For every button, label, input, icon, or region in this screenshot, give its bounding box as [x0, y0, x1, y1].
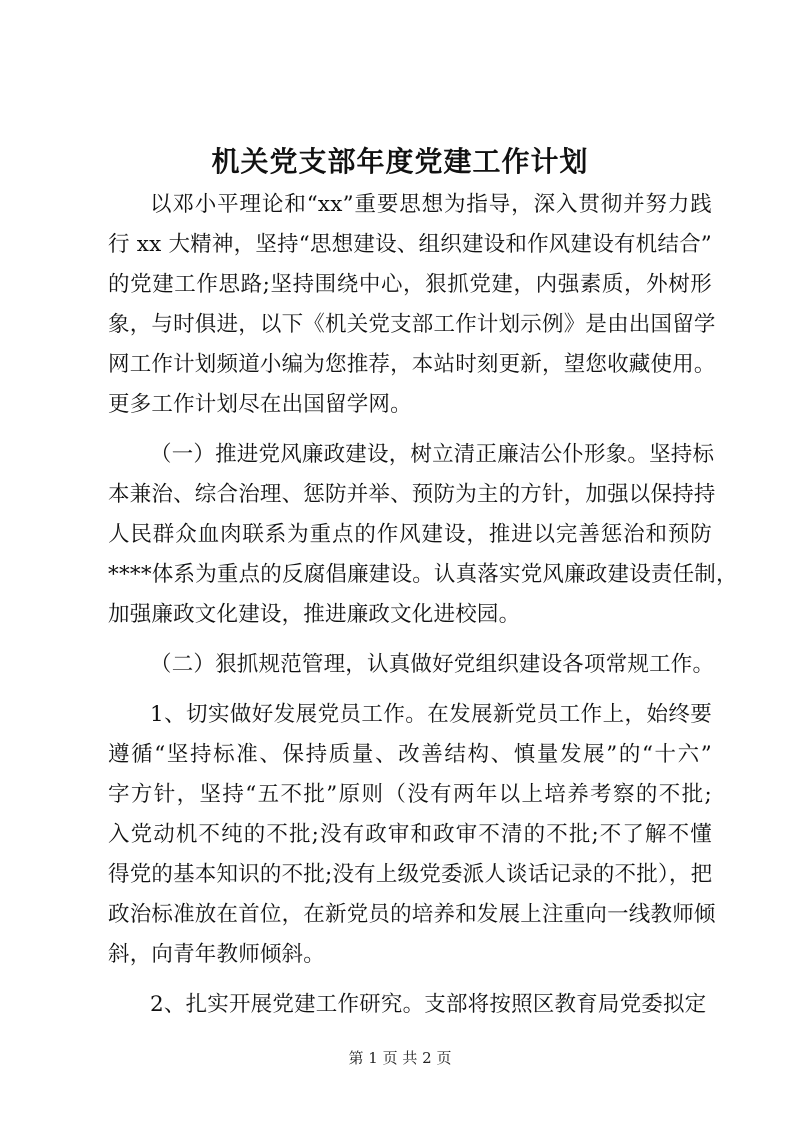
text-line: 加强廉政文化建设，推进廉政文化进校园。: [108, 602, 521, 627]
text-line: 入党动机不纯的不批;没有政审和政审不清的不批;不了解不懂: [108, 822, 712, 847]
text-line: 得党的基本知识的不批;没有上级党委派人谈话记录的不批），把: [108, 862, 713, 887]
text-line: 的党建工作思路;坚持围绕中心，狠抓党建，内强素质，外树形: [108, 272, 712, 297]
text-line: 字方针，坚持“五不批”原则（没有两年以上培养考察的不批;: [108, 782, 712, 807]
text-line: 以邓小平理论和“xx”重要思想为指导，深入贯彻并努力践: [150, 192, 712, 217]
text-line: 本兼治、综合治理、惩防并举、预防为主的方针，加强以保持持: [108, 482, 716, 507]
text-line: 斜，向青年教师倾斜。: [108, 942, 326, 967]
text-line: ****体系为重点的反腐倡廉建设。认真落实党风廉政建设责任制，: [108, 562, 738, 587]
paragraph-gap: [108, 685, 712, 695]
text-line: 网工作计划频道小编为您推荐，本站时刻更新，望您收藏使用。: [108, 352, 716, 377]
text-line: 行 xx 大精神，坚持“思想建设、组织建设和作风建设有机结合”: [108, 232, 712, 257]
text-line: 1、切实做好发展党员工作。在发展新党员工作上，始终要: [150, 702, 712, 727]
text-line: （二）狠抓规范管理，认真做好党组织建设各项常规工作。: [150, 652, 715, 677]
page-title: 机关党支部年度党建工作计划: [211, 145, 589, 178]
text-line: 人民群众血肉联系为重点的作风建设，推进以完善惩治和预防: [108, 522, 712, 547]
text-line: （一）推进党风廉政建设，树立清正廉洁公仆形象。坚持标: [150, 442, 715, 467]
paragraph-gap: [108, 425, 712, 435]
page-footer: 第 1 页 共 2 页: [348, 1049, 452, 1067]
paragraph-gap: [108, 635, 712, 645]
document-body: [108, 185, 738, 1025]
text-line: 象，与时俱进，以下《机关党支部工作计划示例》是由出国留学: [108, 312, 716, 337]
paragraph-gap: [108, 975, 712, 985]
text-line: 2、扎实开展党建工作研究。支部将按照区教育局党委拟定: [150, 992, 707, 1017]
text-line: 遵循“坚持标准、保持质量、改善结构、慎量发展”的“十六”: [108, 742, 712, 767]
text-line: 更多工作计划尽在出国留学网。: [108, 392, 412, 417]
text-line: 政治标准放在首位，在新党员的培养和发展上注重向一线教师倾: [108, 902, 716, 927]
